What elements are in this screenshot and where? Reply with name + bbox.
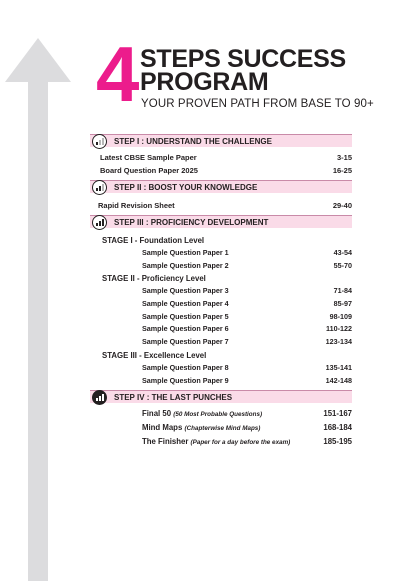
stage-3-title: STAGE III - Excellence Level <box>102 350 207 360</box>
signal-bars-1-icon <box>92 134 107 149</box>
contents-list <box>90 134 352 449</box>
page-subtitle: YOUR PROVEN PATH FROM BASE TO 90+ <box>141 98 374 110</box>
title-line-2: PROGRAM <box>140 68 269 96</box>
toc-entry: Sample Question Paper 9 142-148 <box>142 375 352 385</box>
stage-1-title: STAGE I - Foundation Level <box>102 236 205 245</box>
toc-entry: Sample Question Paper 6 110-122 <box>142 324 352 334</box>
step-4-header <box>90 390 352 403</box>
toc-entry: Sample Question Paper 2 55-70 <box>142 260 352 270</box>
step-4-label: STEP IV : THE LAST PUNCHES <box>114 393 233 403</box>
signal-bars-4-icon <box>92 390 107 405</box>
step-3-label: STEP III : PROFICIENCY DEVELOPMENT <box>114 218 269 227</box>
big-number-four: 4 <box>96 30 138 118</box>
signal-bars-2-icon <box>92 180 107 195</box>
title-line-1: STEPS SUCCESS <box>140 45 346 73</box>
toc-entry: Sample Question Paper 8 135-141 <box>142 362 352 372</box>
toc-entry: Sample Question Paper 3 71-84 <box>142 286 352 296</box>
toc-entry: Rapid Revision Sheet 29-40 <box>98 201 352 210</box>
signal-bars-3-icon <box>92 215 107 230</box>
toc-entry: Board Question Paper 2025 16-25 <box>100 166 352 175</box>
step-2-label: STEP II : BOOST YOUR KNOWLEDGE <box>114 183 258 192</box>
step-1-header <box>90 134 352 147</box>
up-arrow-graphic <box>0 0 90 581</box>
toc-entry: Sample Question Paper 1 43-54 <box>142 248 352 257</box>
stage-2-title: STAGE II - Proficiency Level <box>102 274 206 284</box>
step-3-header <box>90 215 352 228</box>
toc-entry: The Finisher (Paper for a day before the exam) 185-195 <box>142 437 352 447</box>
toc-entry: Latest CBSE Sample Paper 3-15 <box>100 153 352 162</box>
toc-entry: Final 50 (50 Most Probable Questions) 151-167 <box>142 409 352 419</box>
step-2-header <box>90 180 352 193</box>
toc-entry: Sample Question Paper 7 123-134 <box>142 337 352 347</box>
toc-entry: Mind Maps (Chapterwise Mind Maps) 168-184 <box>142 423 352 433</box>
step-1-label: STEP I : UNDERSTAND THE CHALLENGE <box>114 137 272 146</box>
page-title <box>140 45 346 96</box>
toc-entry: Sample Question Paper 4 85-97 <box>142 299 352 309</box>
toc-entry: Sample Question Paper 5 98-109 <box>142 311 352 321</box>
